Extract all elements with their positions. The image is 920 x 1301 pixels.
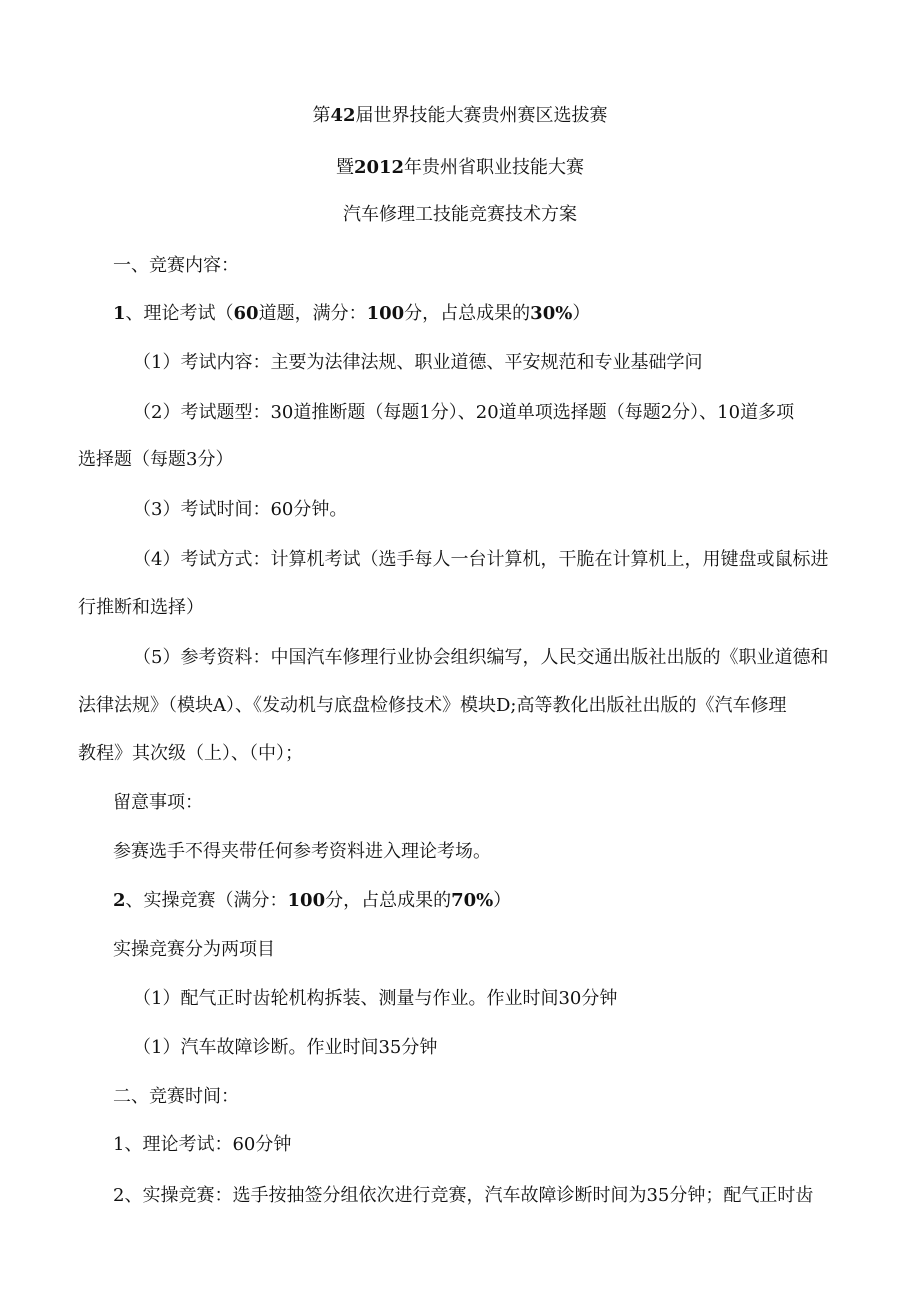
paragraph-exam-method: （4）考试方式：计算机考试（选手每人一台计算机，干脆在计算机上，用键盘或鼠标进 <box>133 549 829 570</box>
item-number: 1 <box>113 303 126 324</box>
title-text: 年贵州省职业技能大赛 <box>404 157 585 178</box>
title-text: 第 <box>312 105 331 126</box>
item-text: 分，占总成果的 <box>325 890 452 911</box>
item-number: 30% <box>530 303 573 324</box>
title-number: 2012 <box>353 157 405 178</box>
section-2-heading: 二、竞赛时间： <box>113 1086 239 1107</box>
item-text: ） <box>493 890 512 911</box>
item-number: 70% <box>451 890 494 911</box>
paragraph-exam-time: （3）考试时间：60分钟。 <box>133 499 348 520</box>
paragraph-references-cont-1: 法律法规》（模块A）、《发动机与底盘检修技术》模块D;高等教化出版社出版的《汽车修理 <box>78 695 787 716</box>
title-text: 届世界技能大赛贵州赛区选拔赛 <box>355 105 608 126</box>
title-line-3: 汽车修理工技能竞赛技术方案 <box>343 204 577 225</box>
item-2-project-1: （1）配气正时齿轮机构拆装、测量与作业。作业时间30分钟 <box>133 988 618 1009</box>
item-number: 100 <box>366 303 405 324</box>
section-2-theory-time: 1、理论考试：60分钟 <box>113 1134 292 1155</box>
paragraph-references: （5）参考资料：中国汽车修理行业协会组织编写，人民交通出版社出版的《职业道德和 <box>133 647 829 668</box>
notes-label: 留意事项： <box>113 792 203 813</box>
title-line-2 <box>0 155 920 181</box>
item-1-heading <box>113 301 590 327</box>
item-2-intro: 实操竞赛分为两项目 <box>113 939 275 960</box>
title-line-1 <box>0 103 920 129</box>
paragraph-exam-type: （2）考试题型：30道推断题（每题1分）、20道单项选择题（每题2分）、10道多项 <box>133 402 795 423</box>
paragraph-exam-content: （1）考试内容：主要为法律法规、职业道德、平安规范和专业基础学问 <box>133 352 703 373</box>
title-number: 42 <box>330 105 356 126</box>
paragraph-exam-type-cont: 选择题（每题3分） <box>78 449 234 470</box>
title-text: 暨 <box>335 157 354 178</box>
item-2-project-2: （1）汽车故障诊断。作业时间35分钟 <box>133 1037 438 1058</box>
section-2-practical-time: 2、实操竞赛：选手按抽签分组依次进行竞赛，汽车故障诊断时间为35分钟；配气正时齿 <box>113 1185 814 1206</box>
notes-text: 参赛选手不得夹带任何参考资料进入理论考场。 <box>113 841 491 862</box>
section-1-heading: 一、竞赛内容： <box>113 255 239 276</box>
item-text: ） <box>572 303 591 324</box>
item-text: 、理论考试（ <box>125 303 234 324</box>
paragraph-exam-method-cont: 行推断和选择） <box>78 597 204 618</box>
item-text: 分，占总成果的 <box>404 303 531 324</box>
item-text: 道题，满分： <box>258 303 367 324</box>
item-number: 60 <box>233 303 259 324</box>
item-number: 100 <box>287 890 326 911</box>
paragraph-references-cont-2: 教程》其次级（上）、（中）； <box>78 743 303 764</box>
item-text: 、实操竞赛（满分： <box>125 890 288 911</box>
item-number: 2 <box>113 890 126 911</box>
item-2-heading <box>113 888 511 914</box>
